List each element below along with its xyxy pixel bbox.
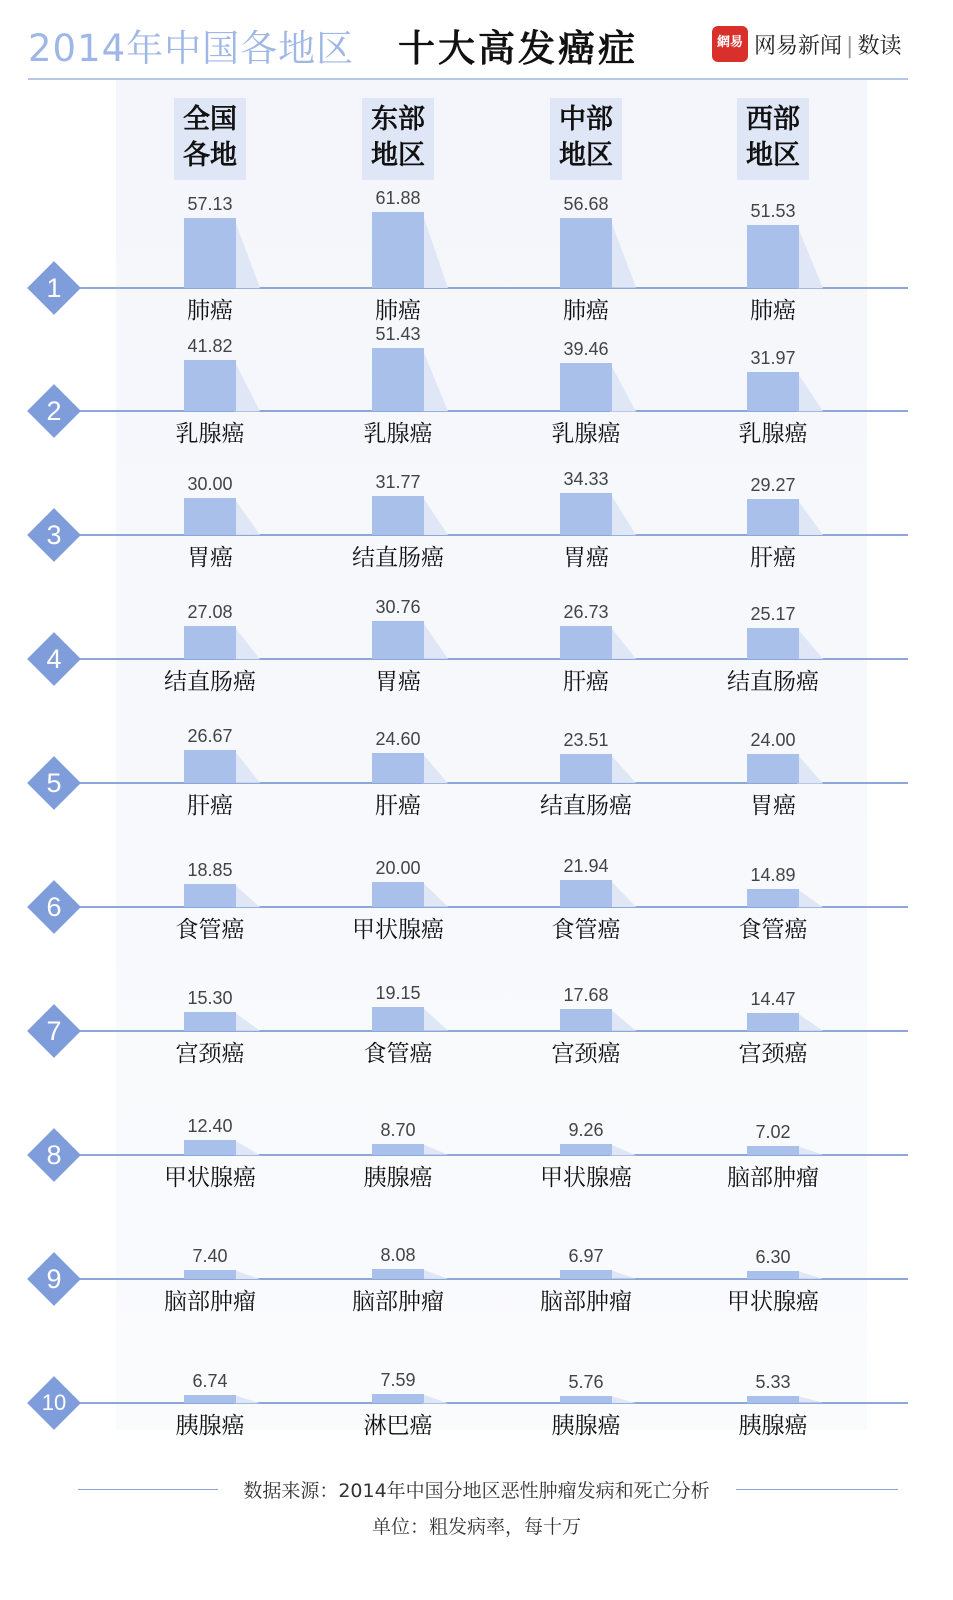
bar <box>372 882 424 907</box>
bar-value-label: 5.76 <box>568 1371 604 1392</box>
bar-value-label: 20.00 <box>375 858 421 879</box>
cancer-type-label: 胰腺癌 <box>551 1413 621 1439</box>
bar-shadow <box>234 626 264 660</box>
bar-shadow <box>234 218 264 289</box>
region-header-line1: 东部 <box>371 104 425 135</box>
bar <box>560 218 612 288</box>
cancer-type-label: 肺癌 <box>563 298 609 324</box>
bar <box>372 1269 424 1279</box>
bar-value-label: 29.27 <box>750 475 796 496</box>
cancer-type-label: 肝癌 <box>187 793 233 819</box>
cancer-type-label: 食管癌 <box>738 917 808 943</box>
bar-shadow <box>234 884 264 908</box>
bar-value-label: 14.47 <box>750 989 796 1010</box>
cancer-type-label: 甲状腺癌 <box>727 1289 819 1315</box>
cancer-type-label: 食管癌 <box>363 1041 433 1067</box>
region-header-line2: 地区 <box>371 140 425 171</box>
bar-value-label: 34.33 <box>563 468 609 489</box>
bar-value-label: 17.68 <box>563 985 609 1006</box>
bar <box>560 1270 612 1279</box>
cancer-type-label: 结直肠癌 <box>727 669 819 695</box>
bar <box>372 621 424 659</box>
cancer-type-label: 食管癌 <box>175 917 245 943</box>
region-header <box>737 98 809 180</box>
rank-number: 2 <box>46 396 62 426</box>
cancer-type-label: 乳腺癌 <box>738 421 808 447</box>
rank-number: 7 <box>46 1016 62 1046</box>
bar <box>560 880 612 907</box>
bar <box>184 1270 236 1279</box>
bar-shadow <box>422 1269 452 1279</box>
cancer-type-label: 胰腺癌 <box>738 1413 808 1439</box>
region-header-line1: 西部 <box>746 104 800 135</box>
bar-shadow <box>797 372 827 412</box>
bar-shadow <box>797 1271 827 1279</box>
cancer-type-label: 脑部肿瘤 <box>540 1289 632 1315</box>
rank-badge <box>27 508 81 562</box>
bar-shadow <box>422 882 452 907</box>
cancer-type-label: 结直肠癌 <box>164 669 256 695</box>
bar-shadow <box>610 880 640 907</box>
bar <box>184 884 236 907</box>
bar-shadow <box>234 750 264 783</box>
rank-badge <box>27 1376 81 1430</box>
bar-value-label: 41.82 <box>187 335 233 356</box>
bar-value-label: 21.94 <box>563 856 609 877</box>
bar <box>184 1395 236 1403</box>
rank-number: 3 <box>46 520 62 550</box>
bar <box>747 372 799 411</box>
bar-value-label: 14.89 <box>750 864 796 885</box>
bar-shadow <box>234 1395 264 1404</box>
cancer-type-label: 肺癌 <box>375 298 421 324</box>
bar <box>372 753 424 783</box>
bar <box>560 493 612 535</box>
cancer-type-label: 胰腺癌 <box>363 1165 433 1191</box>
cancer-type-label: 肝癌 <box>750 545 796 571</box>
cancer-type-label: 肺癌 <box>750 298 796 324</box>
bar <box>747 1146 799 1155</box>
bar-shadow <box>610 493 640 536</box>
bar-value-label: 30.00 <box>187 474 233 495</box>
cancer-type-label: 食管癌 <box>551 917 621 943</box>
region-header-line2: 各地 <box>183 140 237 171</box>
cancer-type-label: 结直肠癌 <box>540 793 632 819</box>
bar-shadow <box>797 628 827 659</box>
cancer-type-label: 肝癌 <box>375 793 421 819</box>
bar <box>560 1396 612 1403</box>
bar-value-label: 27.08 <box>187 601 233 622</box>
bar-value-label: 25.17 <box>750 604 796 625</box>
bar-shadow <box>610 1144 640 1156</box>
rank-number: 9 <box>46 1264 62 1294</box>
cancer-type-label: 宫颈癌 <box>551 1041 621 1067</box>
bar <box>747 754 799 783</box>
rank-number: 1 <box>46 273 62 303</box>
bar <box>184 1140 236 1155</box>
bar-shadow <box>610 754 640 783</box>
bar-shadow <box>422 348 452 412</box>
region-header <box>362 98 434 180</box>
cancer-type-label: 脑部肿瘤 <box>164 1289 256 1315</box>
rank-badge <box>27 1252 81 1306</box>
bar <box>372 1144 424 1155</box>
rank-badge <box>27 384 81 438</box>
bar-value-label: 7.40 <box>192 1245 228 1266</box>
cancer-type-label: 胃癌 <box>187 545 233 571</box>
bar-shadow <box>422 496 452 536</box>
bar-shadow <box>422 1144 452 1155</box>
bar <box>747 628 799 659</box>
bar-value-label: 19.15 <box>375 983 421 1004</box>
cancer-type-label: 结直肠癌 <box>352 545 444 571</box>
footer <box>0 1460 953 1560</box>
bar <box>372 496 424 535</box>
region-header-line1: 全国 <box>183 104 237 135</box>
region-header-line1: 中部 <box>559 104 613 135</box>
cancer-type-label: 肺癌 <box>187 298 233 324</box>
bar <box>184 360 236 411</box>
bar-value-label: 12.40 <box>187 1115 233 1136</box>
bar <box>747 225 799 288</box>
bar <box>184 498 236 535</box>
region-header <box>174 98 246 180</box>
bar-shadow <box>797 1013 827 1031</box>
cancer-type-label: 肝癌 <box>563 669 609 695</box>
brand-section: 数读 <box>857 34 902 59</box>
cancer-type-label: 乳腺癌 <box>551 421 621 447</box>
bar-value-label: 24.00 <box>750 729 796 750</box>
cancer-type-label: 甲状腺癌 <box>164 1165 256 1191</box>
bar-shadow <box>422 753 452 784</box>
bar-value-label: 26.73 <box>563 602 609 623</box>
bar-value-label: 31.77 <box>375 471 421 492</box>
rank-number: 4 <box>46 644 62 674</box>
bar-value-label: 24.60 <box>375 728 421 749</box>
bar <box>372 1394 424 1403</box>
bar-shadow <box>610 626 640 659</box>
cancer-type-label: 甲状腺癌 <box>540 1165 632 1191</box>
bar <box>372 1007 424 1031</box>
bar-value-label: 6.97 <box>568 1246 604 1267</box>
bar <box>747 1271 799 1279</box>
bar-shadow <box>422 212 452 288</box>
bar <box>747 499 799 535</box>
bar-value-label: 9.26 <box>568 1119 604 1140</box>
bar-shadow <box>234 360 264 412</box>
data-source: 数据来源：2014年中国分地区恶性肿瘤发病和死亡分析 <box>243 1480 710 1502</box>
cancer-type-label: 胰腺癌 <box>175 1413 245 1439</box>
bar-shadow <box>234 1012 264 1031</box>
cancer-type-label: 胃癌 <box>750 793 796 819</box>
rank-badge <box>27 880 81 934</box>
bar <box>184 218 236 288</box>
bar-shadow <box>422 1007 452 1031</box>
region-header <box>550 98 622 180</box>
bar-value-label: 57.13 <box>187 193 233 214</box>
bar-value-label: 8.70 <box>380 1120 416 1141</box>
logo-mark: 網易 <box>712 26 748 62</box>
region-header-line2: 地区 <box>559 140 613 171</box>
bar-shadow <box>422 1394 452 1404</box>
bar-shadow <box>610 1009 640 1031</box>
rank-number: 8 <box>46 1140 62 1170</box>
bar-shadow <box>234 1270 264 1280</box>
bar <box>184 750 236 783</box>
bar <box>372 348 424 411</box>
bar-value-label: 31.97 <box>750 347 796 368</box>
rank-badge <box>27 1128 81 1182</box>
bar-value-label: 6.74 <box>192 1370 228 1391</box>
bar-value-label: 18.85 <box>187 859 233 880</box>
bar-shadow <box>610 1270 640 1279</box>
bar <box>747 1396 799 1403</box>
cancer-type-label: 胃癌 <box>375 669 421 695</box>
bar-value-label: 8.08 <box>380 1245 416 1266</box>
rank-badge <box>27 1004 81 1058</box>
bar-value-label: 7.59 <box>380 1369 416 1390</box>
bar-value-label: 51.53 <box>750 200 796 221</box>
rank-badge <box>27 632 81 686</box>
title-bold-part: 十大高发癌症 <box>398 27 638 70</box>
cancer-type-label: 甲状腺癌 <box>352 917 444 943</box>
rank-badge <box>27 261 81 315</box>
bar-shadow <box>797 225 827 289</box>
bar-value-label: 7.02 <box>755 1122 791 1143</box>
cancer-type-label: 乳腺癌 <box>175 421 245 447</box>
bar <box>184 626 236 659</box>
rank-number: 5 <box>46 768 62 798</box>
bar-shadow <box>234 498 264 535</box>
bar <box>560 363 612 411</box>
unit-note: 单位：粗发病率，每十万 <box>371 1516 581 1538</box>
bar-value-label: 56.68 <box>563 194 609 215</box>
bar-value-label: 26.67 <box>187 726 233 747</box>
bar <box>560 1009 612 1031</box>
bar <box>560 1144 612 1155</box>
cancer-type-label: 胃癌 <box>563 545 609 571</box>
bar-value-label: 61.88 <box>375 188 421 208</box>
bar-value-label: 5.33 <box>755 1372 791 1393</box>
bar <box>184 1012 236 1031</box>
rank-number: 10 <box>41 1390 67 1415</box>
cancer-type-label: 脑部肿瘤 <box>352 1289 444 1315</box>
cancer-type-label: 乳腺癌 <box>363 421 433 447</box>
bar-shadow <box>797 754 827 784</box>
bar-shadow <box>797 499 827 535</box>
bar <box>372 212 424 288</box>
cancer-type-label: 淋巴癌 <box>363 1413 433 1439</box>
bar <box>560 754 612 783</box>
bar-shadow <box>610 363 640 412</box>
bar <box>747 1013 799 1031</box>
rank-badge <box>27 756 81 810</box>
region-header-line2: 地区 <box>746 140 800 171</box>
bar-shadow <box>797 1396 827 1403</box>
rank-number: 6 <box>46 892 62 922</box>
bar-value-label: 15.30 <box>187 988 233 1009</box>
bar-value-label: 51.43 <box>375 323 421 344</box>
bar-shadow <box>797 889 827 908</box>
bar-shadow <box>610 218 640 288</box>
brand-name: 网易新闻 <box>754 34 843 59</box>
cancer-type-label: 宫颈癌 <box>175 1041 245 1067</box>
bar-value-label: 39.46 <box>563 338 609 359</box>
bar-shadow <box>234 1140 264 1156</box>
bar-shadow <box>422 621 452 659</box>
bar <box>747 889 799 907</box>
bar-shadow <box>797 1146 827 1155</box>
bar-value-label: 30.76 <box>375 597 421 618</box>
brand-separator: | <box>846 34 854 59</box>
bar-value-label: 23.51 <box>563 730 609 751</box>
title-light-part: 2014年中国各地区 <box>28 27 355 70</box>
cancer-type-label: 宫颈癌 <box>738 1041 808 1067</box>
bar-value-label: 6.30 <box>755 1247 791 1268</box>
cancer-type-label: 脑部肿瘤 <box>727 1165 819 1191</box>
bar-shadow <box>610 1396 640 1404</box>
bar <box>560 626 612 659</box>
